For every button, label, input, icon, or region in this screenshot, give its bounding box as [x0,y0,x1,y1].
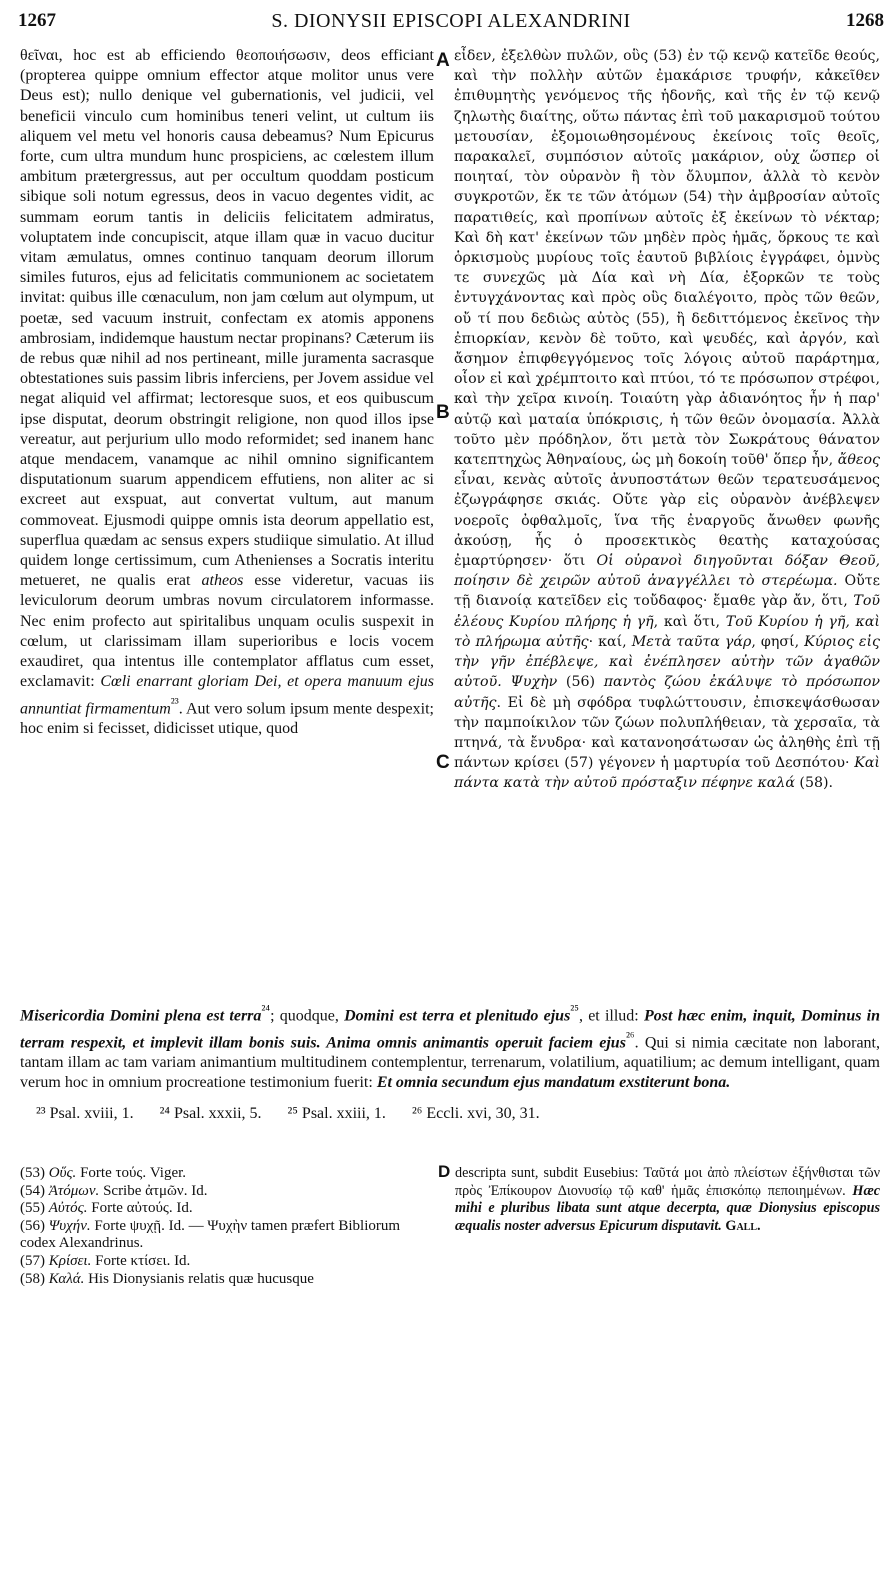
scripture-ref: ²³ Psal. xviii, 1. [36,1105,134,1122]
greek-text: , καὶ ὅτι, [653,613,726,630]
greek-text: · καί, [588,633,632,650]
note-text: descripta sunt, subdit Eusebius: Ταῦτά μοι ἀπὸ πλείστων ἐξήνθισται τῶν πρὸς Ἐπίκουρον Διονυσίῳ τῷ καθ' ἡμᾶς ἐπισκόπῳ πεποιημένων. [455,1165,880,1199]
greek-paragraph [454,46,880,794]
latin-quote: Cœli enarrant gloriam Dei, et opera manuum ejus annuntiat firmamentum [20,673,435,717]
note-text: Forte κτίσει. Id. [91,1252,191,1269]
note-number: (58) [20,1270,45,1287]
greek-quote: Τοῦ Κυρίου ἡ γῆ, καὶ τὸ πλήρωμα αὐτῆς [454,613,880,650]
note [20,1165,434,1183]
full-width-paragraph [20,1000,880,1093]
greek-text: (58). [794,775,834,792]
note [20,1200,434,1218]
note-lemma: Κρίσει. [48,1252,92,1269]
note-lemma: Ψυχήν. [48,1217,91,1234]
quote: Et omnia secundum ejus mandatum exstiterunt bona. [376,1074,731,1092]
note-number: (55) [20,1200,45,1217]
greek-text: (56) [557,674,604,691]
greek-text: , φησί, [751,633,805,650]
full-width-text [20,1000,880,1093]
note [20,1218,434,1253]
quote: Post hæc enim, inquit, Dominus in terram respexit, et implevit illam bonis suis. Anima omnis animantis operuit faciem ejus [20,1007,881,1051]
note [20,1271,434,1289]
note-lemma: Οὕς. [48,1165,77,1181]
greek-italic-atheos: ἄθεος [837,452,880,469]
greek-quote: παντὸς ζώου ἐκάλυψε τὸ πρόσωπον αὐτῆς [454,674,880,711]
greek-quote: Οἱ οὐρανοὶ διηγοῦνται δόξαν Θεοῦ, ποίησιν δὲ χειρῶν αὐτοῦ ἀναγγέλλει τὸ στερέωμα. [454,553,880,590]
note-number: (56) [20,1217,45,1234]
page-number-right: 1268 [846,10,884,31]
latin-column [20,46,434,739]
text: . Qui si nimia cæcitate non laborant, tantam illam ac tam variam animantium multitudinem contemplentur, terrenarum, volatilium, aquatilium; ac demum intelligant, quam verum hoc in omnium procreatione testimonium fuerit: [20,1033,880,1092]
section-marker-d: D [438,1162,451,1181]
latin-paragraph [20,46,434,739]
note-continuation [455,1165,880,1235]
quote: Domini est terra et plenitudo ejus [344,1007,571,1025]
note-lemma: Αὐτός. [48,1200,88,1217]
latin-italic-atheos: atheos [201,572,244,590]
running-title: S. DIONYSII EPISCOPI ALEXANDRINI [271,10,631,32]
greek-text: εἶναι, κενὰς αὐτοῖς ἀνυποστάτων θεῶν τερατευσάμενος ἐζωγράφησε σκιάς. Οὔτε γὰρ εἰς οὐρανὸν ἀνέβλεψεν νοεροῖς ὀφθαλμοῖς, ἵνα τῆς ἐναργοῦς ἄνωθεν φωνῆς ἀκούσῃ, ἧς ὁ προσεκτικὸς θεατὴς καταχούσας ἐμαρτύρησεν· ὅτι [454,472,880,570]
latin-text: θεῖναι, hoc est ab efficiendo θεοποιήσωσιν, deos efficiant (propterea quippe omnium effector atque molitor unus vere Deus est); nullo denique vel gubernationis, vel judicii, vel beneficii vinculo cum hominibus teneri velint, ut cultum iis aliquem vel metu vel honoris causa debeamus? Num Epicurus forte, cum ultra mundum hunc prospiciens, ac cœlestem illum ambitum prætergressus, aut per occultum quoddam posticum sibique soli notum egressus, deos in vacuo degentes vidit, ac summam eorum tantis in deliciis felicitatem admiratus, voluptatem inde concupiscit, atque illam quæ in vacuo ducitur vitam æmulatus, omnes continuo tanquam deorum illorum similes futuros, ejus ad felicitatis communionem ac societatem invitat: quibus ille cœnaculum, non jam cœlum aut olympum, ut poetæ, sed vacuum instruit, confectam ex atomis apponens ambrosiam, indidemque haustum nectar propinans? Cæterum iis de rebus quæ nihil ad nos pertineant, mille juramenta sacrasque obtestationes suis passim libris inferciens, per Jovem assidue vel negat aliquid vel affirmat; lectoresque suos, et eos quibuscum ipse disputat, deorum obstringit religione, non quod illos ipse vereatur, aut perjurium ullo modo reformidet; sed inanem hanc atque mendacem, vanamque ac nihil omnino significantem disputationum suarum appendicem effutiens, non aliter ac si excreet aut exspuat, aut convertat vultum, aut manum commoveat. Ejusmodi quippe omnis ista deorum appellatio est, superflua quædam ac sensus expers studiique simulatio. At illud quidem longe certissimum, cum Athenienses a Socratis interitu metueret, ne qualis erat [20,47,434,590]
scripture-ref: ²⁶ Eccli. xvi, 30, 31. [411,1105,540,1122]
scripture-references [36,1105,876,1123]
critical-notes-left [20,1165,434,1288]
quote: Misericordia Domini plena est terra [20,1007,262,1025]
scripture-ref: ²⁴ Psal. xxxii, 5. [159,1105,262,1122]
note [20,1253,434,1271]
note-text: Forte ψυχῇ. Id. — Ψυχὴν tamen præfert Bibliorum codex Alexandrinus. [20,1217,401,1252]
text: , et illud: [578,1007,644,1025]
footnote-ref: ²⁴ [261,1002,271,1017]
note-latin: Hæc mihi e pluribus libata sunt atque decerpta, quæ Dionysius episcopus æqualis noster adversus Epicurum disputavit. [455,1182,880,1234]
note-text: Forte αὐτούς. Id. [87,1200,193,1217]
greek-quote: Μετὰ ταῦτα γάρ [631,633,752,650]
footnote-ref: ²⁶ [625,1028,635,1044]
note-number: (54) [20,1182,45,1199]
greek-column [454,46,880,794]
scripture-ref: ²⁵ Psal. xxiii, 1. [287,1105,386,1122]
greek-quote: Τοῦ ἐλέους Κυρίου πλήρης ἡ γῆ [454,593,880,630]
note-signature: Gall. [721,1217,761,1234]
page-number-left: 1267 [18,10,56,31]
note-lemma: Ἀτόμων. [48,1182,100,1199]
note-number: (57) [20,1252,45,1269]
latin-text: . Aut vero solum ipsum mente despexit; hoc enim si fecisset, didicisset utique, quod [20,699,434,738]
note-text: Scribe ἀτμῶν. Id. [99,1182,208,1199]
page-header [18,10,884,38]
latin-text: esse videretur, vacuas iis leviculorum deorum umbras novum circulatorem informasse. Nec enim profecto aut spiritalibus unquam oculis suspexit in cœlum, ut clarissimam illam superioribus e locis vocem exaudiret, qua intentus ille contemplator afflatus cum esset, exclamavit: [20,572,434,691]
note-lemma: Καλά. [48,1270,85,1287]
greek-quote: Κύριος εἰς τὴν γῆν ἐπέβλεψε, καὶ ἐνέπλησεν αὐτὴν τῶν ἀγαθῶν αὐτοῦ. Ψυχὴν [454,633,880,691]
greek-quote: Καὶ πάντα κατὰ τὴν αὐτοῦ πρόσταξιν πέφηνε καλά [454,755,880,792]
text: ; quodque, [270,1007,345,1025]
footnote-ref: ²³ [170,694,179,710]
note-number: (53) [20,1165,45,1181]
note-text: His Dionysianis relatis quæ hucusque [84,1270,314,1287]
note [20,1183,434,1201]
greek-text: εἶδεν, ἐξελθὼν πυλῶν, οὓς (53) ἐν τῷ κενῷ κατεῖδε θεούς, καὶ τὴν πολλὴν αὐτῶν ἐμακάρισε τρυφήν, κἀκεῖθεν ἐπιθυμητὴς γενόμενος τῆς ἡδονῆς, καὶ τῆς ἐν τῷ κενῷ ζηλωτὴς διαίτης, οὕτω πάντας ἐπὶ τοῦ μακαρισμοῦ τούτου μετουσίαν, ἐξομοιωθησομένους ἐκείνοις τοῖς θεοῖς, παρακαλεῖ, συμπόσιον αὐτοῖς μακάριον, οὐχ ὥσπερ οἱ ποιηταί, τὸν οὐρανὸν ἢ τὸν ὄλυμπον, ἀλλὰ τὸ κενὸν συγκροτῶν, ἔκ τε τῶν ἀτόμων (54) τὴν ἀμβροσίαν αὐτοῖς παρατιθείς, καὶ προπίνων αὐτοῖς ἐξ ἐκείνων τὸ νέκταρ; Καὶ δὴ κατ' ἐκείνων τῶν μηδὲν πρὸς ἡμᾶς, ὅρκους τε καὶ ὁρκισμοὺς μυρίους τοῖς ἑαυτοῦ βιβλίοις ἐγγράφει, ὀμνὺς τε συνεχῶς μὰ Δία καὶ νὴ Δία, ἐξορκῶν τε τοὺς ἐντυγχάνοντας καὶ πρὸς οὓς διαλέγοιτο, πρὸς τῶν θεῶν, οὔ τί που δεδιὼς αὐτὸς (55), ἢ δεδιττόμενος ἐκεῖνος τὴν ἐπιορκίαν, κενὸν δὲ τοῦτο, καὶ ψευδές, καὶ ἀργόν, καὶ ἄσημον ἐπιφθεγγόμενος τοῖς λόγοις αὐτοῦ παράρτημα, οἷον εἰ καὶ χρέμπτοιτο καὶ πτύοι, τό τε πρόσωπον στρέφοι, καὶ τὴν χεῖρα κινοίη. Τοιαύτη γὰρ ἀδιανόητος ἦν ἡ παρ' αὐτῷ καὶ ματαία ὑπόκρισις, ἡ τῶν θεῶν ὀνομασία. Ἀλλὰ τοῦτο μὲν πρόδηλον, ὅτι μετὰ τὸν Σωκράτους θάνατον κατεπτηχὼς Ἀθηναίους, ὡς μὴ δοκοίη τοῦθ' ὅπερ ἦν, [454,48,880,469]
greek-text: Οὔτε τῇ διανοίᾳ κατεῖδεν εἰς τοὔδαφος· ἔμαθε γὰρ ἄν, ὅτι, [454,573,880,610]
critical-notes-right [455,1165,880,1235]
section-marker-c: C [436,752,450,773]
section-marker-a: A [436,50,450,71]
footnote-ref: ²⁵ [570,1002,579,1017]
greek-text: . Εἰ δὲ μὴ σφόδρα τυφλώττουσιν, ἐπισκεψάσθωσαν τὴν παμποίκιλον τῶν ζώων πολυπλήθειαν, τὰ χερσαῖα, τὰ πτηνά, τὰ ἔνυδρα· καὶ κατανοησάτωσαν ὡς ἀληθὴς ἐπὶ τῇ πάντων κρίσει (57) γέγονεν ἡ μαρτυρία τοῦ Δεσπότου· [454,694,880,772]
section-marker-b: B [436,402,450,423]
note-text: Forte τούς. Viger. [76,1165,187,1181]
